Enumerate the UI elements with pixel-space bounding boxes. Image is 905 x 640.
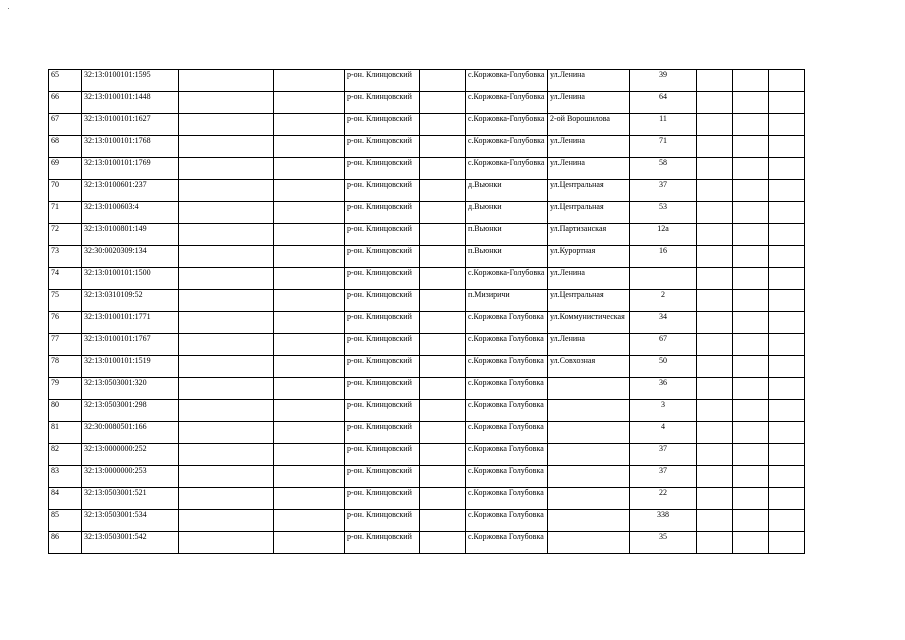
empty-cell	[769, 246, 805, 268]
empty-cell	[697, 532, 733, 554]
street-cell: ул.Ленина	[548, 158, 630, 180]
empty-cell	[179, 92, 274, 114]
settlement-cell: с.Коржовка-Голубовка	[466, 268, 548, 290]
row-number-cell: 65	[49, 70, 82, 92]
empty-cell	[179, 400, 274, 422]
cadastral-number-cell: 32:13:0503001:534	[82, 510, 179, 532]
district-cell: р-он. Клинцовский	[345, 136, 420, 158]
empty-cell	[179, 202, 274, 224]
settlement-cell: с.Коржовка Голубовка	[466, 356, 548, 378]
street-cell: ул.Коммунистическая	[548, 312, 630, 334]
empty-cell	[733, 356, 769, 378]
row-number-cell: 72	[49, 224, 82, 246]
cadastral-number-cell: 32:13:0503001:521	[82, 488, 179, 510]
district-cell: р-он. Клинцовский	[345, 466, 420, 488]
table-row	[49, 444, 805, 466]
empty-cell	[274, 532, 345, 554]
empty-cell	[274, 70, 345, 92]
settlement-cell: п.Вьюнки	[466, 224, 548, 246]
empty-cell	[733, 202, 769, 224]
empty-cell	[420, 224, 466, 246]
house-number-cell: 34	[630, 312, 697, 334]
house-number-cell: 67	[630, 334, 697, 356]
empty-cell	[179, 378, 274, 400]
house-number-cell: 35	[630, 532, 697, 554]
district-cell: р-он. Клинцовский	[345, 114, 420, 136]
row-number-cell: 78	[49, 356, 82, 378]
table-row	[49, 268, 805, 290]
empty-cell	[769, 400, 805, 422]
district-cell: р-он. Клинцовский	[345, 92, 420, 114]
settlement-cell: с.Коржовка Голубовка	[466, 444, 548, 466]
empty-cell	[420, 114, 466, 136]
empty-cell	[769, 180, 805, 202]
empty-cell	[733, 224, 769, 246]
empty-cell	[697, 378, 733, 400]
table-row	[49, 246, 805, 268]
street-cell: 2-ой Ворошилова	[548, 114, 630, 136]
empty-cell	[179, 444, 274, 466]
empty-cell	[179, 532, 274, 554]
empty-cell	[697, 488, 733, 510]
empty-cell	[179, 466, 274, 488]
empty-cell	[733, 444, 769, 466]
settlement-cell: с.Коржовка-Голубовка	[466, 114, 548, 136]
house-number-cell: 3	[630, 400, 697, 422]
cadastral-number-cell: 32:13:0000000:253	[82, 466, 179, 488]
row-number-cell: 69	[49, 158, 82, 180]
house-number-cell: 2	[630, 290, 697, 312]
empty-cell	[733, 70, 769, 92]
empty-cell	[697, 422, 733, 444]
house-number-cell: 11	[630, 114, 697, 136]
district-cell: р-он. Клинцовский	[345, 268, 420, 290]
empty-cell	[769, 466, 805, 488]
empty-cell	[733, 422, 769, 444]
house-number-cell: 16	[630, 246, 697, 268]
settlement-cell: с.Коржовка Голубовка	[466, 334, 548, 356]
empty-cell	[274, 180, 345, 202]
row-number-cell: 80	[49, 400, 82, 422]
empty-cell	[769, 268, 805, 290]
empty-cell	[733, 488, 769, 510]
table-row	[49, 202, 805, 224]
empty-cell	[420, 356, 466, 378]
empty-cell	[274, 356, 345, 378]
table-row	[49, 92, 805, 114]
row-number-cell: 77	[49, 334, 82, 356]
district-cell: р-он. Клинцовский	[345, 158, 420, 180]
empty-cell	[697, 114, 733, 136]
empty-cell	[733, 466, 769, 488]
row-number-cell: 76	[49, 312, 82, 334]
cadastral-number-cell: 32:13:0503001:298	[82, 400, 179, 422]
street-cell	[548, 466, 630, 488]
empty-cell	[733, 532, 769, 554]
row-number-cell: 84	[49, 488, 82, 510]
district-cell: р-он. Клинцовский	[345, 532, 420, 554]
table-row	[49, 532, 805, 554]
cadastral-number-cell: 32:13:0503001:320	[82, 378, 179, 400]
empty-cell	[179, 268, 274, 290]
cadastral-number-cell: 32:13:0100101:1519	[82, 356, 179, 378]
cadastral-number-cell: 32:13:0100603:4	[82, 202, 179, 224]
empty-cell	[769, 158, 805, 180]
empty-cell	[420, 400, 466, 422]
empty-cell	[697, 444, 733, 466]
cadastral-number-cell: 32:13:0503001:542	[82, 532, 179, 554]
empty-cell	[274, 488, 345, 510]
settlement-cell: д.Вьюнки	[466, 202, 548, 224]
empty-cell	[420, 532, 466, 554]
empty-cell	[420, 510, 466, 532]
cadastral-number-cell: 32:13:0100601:237	[82, 180, 179, 202]
empty-cell	[697, 92, 733, 114]
settlement-cell: с.Коржовка-Голубовка	[466, 92, 548, 114]
table-row	[49, 356, 805, 378]
street-cell: ул.Партизанская	[548, 224, 630, 246]
row-number-cell: 68	[49, 136, 82, 158]
empty-cell	[420, 246, 466, 268]
street-cell	[548, 444, 630, 466]
street-cell: ул.Центральная	[548, 180, 630, 202]
row-number-cell: 79	[49, 378, 82, 400]
district-cell: р-он. Клинцовский	[345, 378, 420, 400]
table-row	[49, 312, 805, 334]
settlement-cell: с.Коржовка-Голубовка	[466, 136, 548, 158]
settlement-cell: с.Коржовка Голубовка	[466, 466, 548, 488]
empty-cell	[420, 290, 466, 312]
empty-cell	[274, 334, 345, 356]
empty-cell	[769, 334, 805, 356]
table-row	[49, 466, 805, 488]
settlement-cell: д.Вьюнки	[466, 180, 548, 202]
table-row	[49, 422, 805, 444]
empty-cell	[733, 312, 769, 334]
table-body	[49, 70, 805, 554]
empty-cell	[274, 422, 345, 444]
house-number-cell: 37	[630, 180, 697, 202]
empty-cell	[769, 422, 805, 444]
empty-cell	[420, 202, 466, 224]
empty-cell	[769, 114, 805, 136]
row-number-cell: 73	[49, 246, 82, 268]
empty-cell	[733, 246, 769, 268]
settlement-cell: п.Мизиричи	[466, 290, 548, 312]
empty-cell	[274, 400, 345, 422]
street-cell	[548, 488, 630, 510]
empty-cell	[420, 488, 466, 510]
empty-cell	[733, 400, 769, 422]
house-number-cell: 64	[630, 92, 697, 114]
empty-cell	[697, 202, 733, 224]
empty-cell	[179, 136, 274, 158]
house-number-cell: 37	[630, 466, 697, 488]
district-cell: р-он. Клинцовский	[345, 510, 420, 532]
empty-cell	[420, 70, 466, 92]
empty-cell	[697, 400, 733, 422]
street-cell: ул.Ленина	[548, 268, 630, 290]
table-row	[49, 334, 805, 356]
empty-cell	[420, 92, 466, 114]
empty-cell	[274, 158, 345, 180]
empty-cell	[697, 136, 733, 158]
table-row	[49, 224, 805, 246]
street-cell	[548, 422, 630, 444]
house-number-cell: 338	[630, 510, 697, 532]
street-cell	[548, 510, 630, 532]
empty-cell	[274, 114, 345, 136]
empty-cell	[733, 114, 769, 136]
empty-cell	[697, 356, 733, 378]
district-cell: р-он. Клинцовский	[345, 444, 420, 466]
street-cell	[548, 378, 630, 400]
table-row	[49, 488, 805, 510]
empty-cell	[420, 422, 466, 444]
house-number-cell: 22	[630, 488, 697, 510]
district-cell: р-он. Клинцовский	[345, 202, 420, 224]
empty-cell	[420, 334, 466, 356]
settlement-cell: с.Коржовка-Голубовка	[466, 70, 548, 92]
table-row	[49, 70, 805, 92]
cadastral-number-cell: 32:30:0080501:166	[82, 422, 179, 444]
district-cell: р-он. Клинцовский	[345, 356, 420, 378]
cadastral-number-cell: 32:13:0100101:1595	[82, 70, 179, 92]
house-number-cell: 71	[630, 136, 697, 158]
row-number-cell: 66	[49, 92, 82, 114]
row-number-cell: 82	[49, 444, 82, 466]
empty-cell	[274, 466, 345, 488]
empty-cell	[274, 268, 345, 290]
row-number-cell: 81	[49, 422, 82, 444]
empty-cell	[733, 92, 769, 114]
empty-cell	[769, 92, 805, 114]
empty-cell	[733, 334, 769, 356]
cadastral-number-cell: 32:13:0100801:149	[82, 224, 179, 246]
empty-cell	[697, 312, 733, 334]
settlement-cell: п.Вьюнки	[466, 246, 548, 268]
empty-cell	[769, 444, 805, 466]
empty-cell	[179, 290, 274, 312]
district-cell: р-он. Клинцовский	[345, 224, 420, 246]
district-cell: р-он. Клинцовский	[345, 488, 420, 510]
street-cell: ул.Ленина	[548, 70, 630, 92]
empty-cell	[733, 378, 769, 400]
table-row	[49, 510, 805, 532]
empty-cell	[697, 334, 733, 356]
empty-cell	[179, 510, 274, 532]
empty-cell	[274, 246, 345, 268]
settlement-cell: с.Коржовка Голубовка	[466, 312, 548, 334]
empty-cell	[733, 290, 769, 312]
empty-cell	[697, 290, 733, 312]
empty-cell	[769, 202, 805, 224]
cadastral-number-cell: 32:13:0100101:1627	[82, 114, 179, 136]
district-cell: р-он. Клинцовский	[345, 334, 420, 356]
empty-cell	[274, 224, 345, 246]
empty-cell	[697, 268, 733, 290]
house-number-cell: 50	[630, 356, 697, 378]
empty-cell	[179, 356, 274, 378]
empty-cell	[274, 92, 345, 114]
empty-cell	[274, 136, 345, 158]
table-row	[49, 290, 805, 312]
scan-speck	[8, 8, 9, 9]
empty-cell	[769, 356, 805, 378]
cadastral-number-cell: 32:13:0100101:1448	[82, 92, 179, 114]
row-number-cell: 83	[49, 466, 82, 488]
empty-cell	[179, 180, 274, 202]
empty-cell	[733, 268, 769, 290]
empty-cell	[274, 510, 345, 532]
district-cell: р-он. Клинцовский	[345, 422, 420, 444]
row-number-cell: 74	[49, 268, 82, 290]
empty-cell	[769, 532, 805, 554]
row-number-cell: 71	[49, 202, 82, 224]
empty-cell	[697, 466, 733, 488]
empty-cell	[179, 334, 274, 356]
empty-cell	[769, 70, 805, 92]
empty-cell	[420, 158, 466, 180]
house-number-cell	[630, 268, 697, 290]
street-cell: ул.Центральная	[548, 290, 630, 312]
street-cell: ул.Совхозная	[548, 356, 630, 378]
cadastral-number-cell: 32:13:0100101:1767	[82, 334, 179, 356]
empty-cell	[697, 180, 733, 202]
district-cell: р-он. Клинцовский	[345, 70, 420, 92]
cadastral-number-cell: 32:30:0020309:134	[82, 246, 179, 268]
district-cell: р-он. Клинцовский	[345, 290, 420, 312]
empty-cell	[274, 290, 345, 312]
empty-cell	[420, 180, 466, 202]
empty-cell	[274, 312, 345, 334]
table-row	[49, 114, 805, 136]
house-number-cell: 37	[630, 444, 697, 466]
street-cell: ул.Ленина	[548, 334, 630, 356]
table-row	[49, 400, 805, 422]
district-cell: р-он. Клинцовский	[345, 400, 420, 422]
settlement-cell: с.Коржовка Голубовка	[466, 400, 548, 422]
empty-cell	[769, 488, 805, 510]
row-number-cell: 75	[49, 290, 82, 312]
house-number-cell: 53	[630, 202, 697, 224]
house-number-cell: 58	[630, 158, 697, 180]
empty-cell	[420, 268, 466, 290]
settlement-cell: с.Коржовка Голубовка	[466, 488, 548, 510]
empty-cell	[274, 444, 345, 466]
cadastral-number-cell: 32:13:0100101:1769	[82, 158, 179, 180]
empty-cell	[179, 312, 274, 334]
house-number-cell: 12а	[630, 224, 697, 246]
street-cell: ул.Ленина	[548, 136, 630, 158]
settlement-cell: с.Коржовка Голубовка	[466, 378, 548, 400]
empty-cell	[733, 180, 769, 202]
empty-cell	[179, 70, 274, 92]
cadastral-number-cell: 32:13:0310109:52	[82, 290, 179, 312]
empty-cell	[179, 158, 274, 180]
row-number-cell: 67	[49, 114, 82, 136]
house-number-cell: 36	[630, 378, 697, 400]
settlement-cell: с.Коржовка Голубовка	[466, 422, 548, 444]
empty-cell	[733, 510, 769, 532]
table-row	[49, 158, 805, 180]
street-cell: ул.Центральная	[548, 202, 630, 224]
district-cell: р-он. Клинцовский	[345, 246, 420, 268]
street-cell	[548, 400, 630, 422]
cadastral-number-cell: 32:13:0100101:1771	[82, 312, 179, 334]
cadastral-number-cell: 32:13:0100101:1500	[82, 268, 179, 290]
street-cell: ул.Курортная	[548, 246, 630, 268]
empty-cell	[769, 290, 805, 312]
empty-cell	[697, 158, 733, 180]
empty-cell	[179, 422, 274, 444]
settlement-cell: с.Коржовка Голубовка	[466, 510, 548, 532]
empty-cell	[420, 378, 466, 400]
empty-cell	[420, 466, 466, 488]
empty-cell	[697, 70, 733, 92]
table-row	[49, 136, 805, 158]
registry-table	[48, 69, 805, 554]
empty-cell	[274, 202, 345, 224]
empty-cell	[769, 378, 805, 400]
empty-cell	[420, 312, 466, 334]
empty-cell	[179, 114, 274, 136]
row-number-cell: 70	[49, 180, 82, 202]
row-number-cell: 85	[49, 510, 82, 532]
empty-cell	[733, 158, 769, 180]
table-row	[49, 378, 805, 400]
empty-cell	[179, 224, 274, 246]
house-number-cell: 39	[630, 70, 697, 92]
empty-cell	[179, 488, 274, 510]
settlement-cell: с.Коржовка Голубовка	[466, 532, 548, 554]
empty-cell	[769, 136, 805, 158]
cadastral-number-cell: 32:13:0000000:252	[82, 444, 179, 466]
empty-cell	[769, 312, 805, 334]
settlement-cell: с.Коржовка-Голубовка	[466, 158, 548, 180]
street-cell: ул.Ленина	[548, 92, 630, 114]
district-cell: р-он. Клинцовский	[345, 312, 420, 334]
empty-cell	[769, 510, 805, 532]
house-number-cell: 4	[630, 422, 697, 444]
table-row	[49, 180, 805, 202]
empty-cell	[697, 510, 733, 532]
empty-cell	[769, 224, 805, 246]
empty-cell	[274, 378, 345, 400]
row-number-cell: 86	[49, 532, 82, 554]
empty-cell	[697, 224, 733, 246]
cadastral-number-cell: 32:13:0100101:1768	[82, 136, 179, 158]
district-cell: р-он. Клинцовский	[345, 180, 420, 202]
empty-cell	[697, 246, 733, 268]
empty-cell	[420, 444, 466, 466]
empty-cell	[420, 136, 466, 158]
empty-cell	[179, 246, 274, 268]
empty-cell	[733, 136, 769, 158]
street-cell	[548, 532, 630, 554]
